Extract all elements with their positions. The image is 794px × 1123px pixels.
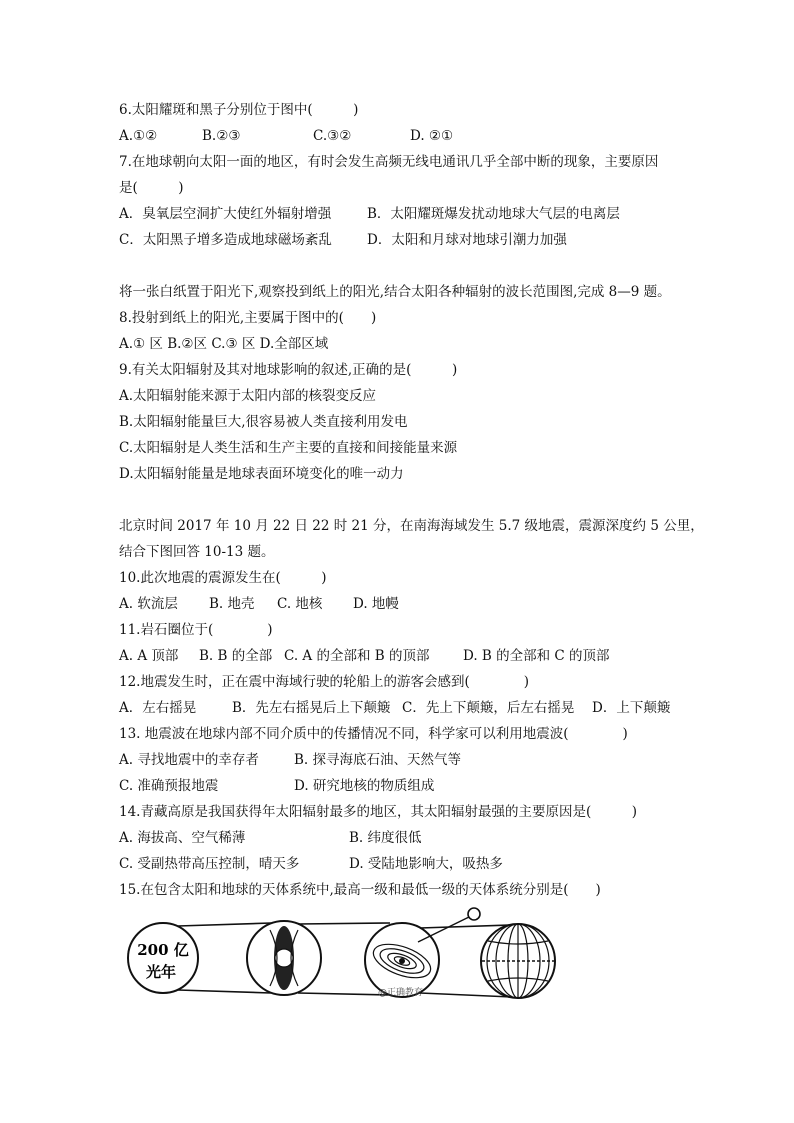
q13-option-d: D. 研究地核的物质组成	[294, 778, 435, 794]
q10-option-c: C. 地核	[277, 596, 323, 612]
universe-unit-label: 光年	[145, 963, 177, 981]
question-12-options	[119, 698, 670, 718]
question-9-option-c: C.太阳辐射是人类生活和生产主要的直接和间接能量来源	[119, 440, 458, 456]
question-9-option-a: A.太阳辐射能来源于太阳内部的核裂变反应	[119, 388, 377, 404]
question-7-continued: 是( )	[119, 180, 184, 196]
q14-option-b: B. 纬度很低	[349, 830, 422, 846]
question-13: 13. 地震波在地球内部不同介质中的传播情况不同，科学家可以利用地震波( )	[119, 726, 628, 742]
watermark: @正确教育	[378, 988, 424, 998]
question-6: 6.太阳耀斑和黑子分别位于图中( )	[119, 102, 359, 118]
question-7-options-ab	[119, 204, 620, 224]
q13-option-b: B. 探寻海底石油、天然气等	[294, 752, 462, 768]
q14-option-d: D. 受陆地影响大，吸热多	[349, 856, 503, 872]
q7-option-b: B．太阳耀斑爆发扰动地球大气层的电离层	[367, 206, 620, 222]
earth-globe	[481, 924, 555, 998]
q11-option-a: A. A 顶部	[119, 648, 179, 664]
question-7: 7.在地球朝向太阳一面的地区，有时会发生高频无线电通讯几乎全部中断的现象，主要原因	[119, 154, 659, 170]
q6-option-a: A.①②	[119, 128, 158, 144]
question-9-option-d: D.太阳辐射能量是地球表面环境变化的唯一动力	[119, 466, 404, 482]
q13-option-c: C. 准确预报地震	[119, 778, 219, 794]
question-9-option-b: B.太阳辐射能量巨大,很容易被人类直接利用发电	[119, 414, 408, 430]
question-8: 8.投射到纸上的阳光,主要属于图中的( )	[119, 310, 377, 326]
universe-distance-label: 200 亿	[137, 941, 189, 959]
question-7-options-cd	[119, 230, 567, 250]
question-9: 9.有关太阳辐射及其对地球影响的叙述,正确的是( )	[119, 362, 458, 378]
q12-option-d: D．上下颠簸	[592, 700, 671, 716]
intro-8-9: 将一张白纸置于阳光下,观察投到纸上的阳光,结合太阳各种辐射的波长范围图,完成 8—9 题。	[119, 284, 671, 300]
question-12: 12.地震发生时，正在震中海域行驶的轮船上的游客会感到( )	[119, 674, 530, 690]
question-10-options	[119, 594, 399, 614]
q12-option-a: A．左右摇晃	[119, 700, 197, 716]
q10-option-a: A. 软流层	[119, 596, 178, 612]
question-13-options-ab	[119, 750, 461, 770]
q7-option-c: C．太阳黑子增多造成地球磁场紊乱	[119, 232, 332, 248]
q12-option-c: C．先上下颠簸，后左右摇晃	[402, 700, 575, 716]
q10-option-b: B. 地壳	[209, 596, 255, 612]
question-14-options-ab	[119, 828, 422, 848]
q6-option-b: B.②③	[202, 128, 241, 144]
q10-option-d: D. 地幔	[353, 596, 399, 612]
question-6-options	[119, 126, 453, 146]
question-11-options	[119, 646, 610, 666]
q6-option-d: D. ②①	[410, 128, 454, 144]
question-15: 15.在包含太阳和地球的天体系统中,最高一级和最低一级的天体系统分别是( )	[119, 882, 601, 898]
intro-10-13: 北京时间 2017 年 10 月 22 日 22 时 21 分，在南海海域发生 5.7 级地震，震源深度约 5 公里，	[119, 518, 704, 534]
question-14-options-cd	[119, 854, 503, 874]
q6-option-c: C.③②	[313, 128, 352, 144]
q11-option-b: B. B 的全部	[199, 648, 273, 664]
question-14: 14.青藏高原是我国获得年太阳辐射最多的地区，其太阳辐射最强的主要原因是( )	[119, 804, 638, 820]
q14-option-c: C. 受副热带高压控制，晴天多	[119, 856, 300, 872]
q11-option-c: C. A 的全部和 B 的顶部	[284, 648, 430, 664]
question-10: 10.此次地震的震源发生在( )	[119, 570, 327, 586]
solar-system-circle	[365, 923, 439, 998]
q11-option-d: D. B 的全部和 C 的顶部	[463, 648, 610, 664]
earth-small-circle	[468, 908, 480, 920]
question-11: 11.岩石圈位于( )	[119, 622, 273, 638]
q12-option-b: B．先左右摇晃后上下颠簸	[232, 700, 391, 716]
question-8-options: A.① 区 B.②区 C.③ 区 D.全部区域	[119, 336, 329, 352]
celestial-system-figure	[120, 905, 560, 1005]
galaxy-circle	[247, 921, 321, 995]
q7-option-d: D．太阳和月球对地球引潮力加强	[367, 232, 567, 248]
universe-circle	[128, 923, 198, 993]
q7-option-a: A．臭氧层空洞扩大使红外辐射增强	[119, 206, 332, 222]
question-13-options-cd	[119, 776, 434, 796]
q14-option-a: A. 海拔高、空气稀薄	[119, 830, 246, 846]
q13-option-a: A. 寻找地震中的幸存者	[119, 752, 259, 768]
intro-10-13-continued: 结合下图回答 10-13 题。	[119, 544, 275, 560]
